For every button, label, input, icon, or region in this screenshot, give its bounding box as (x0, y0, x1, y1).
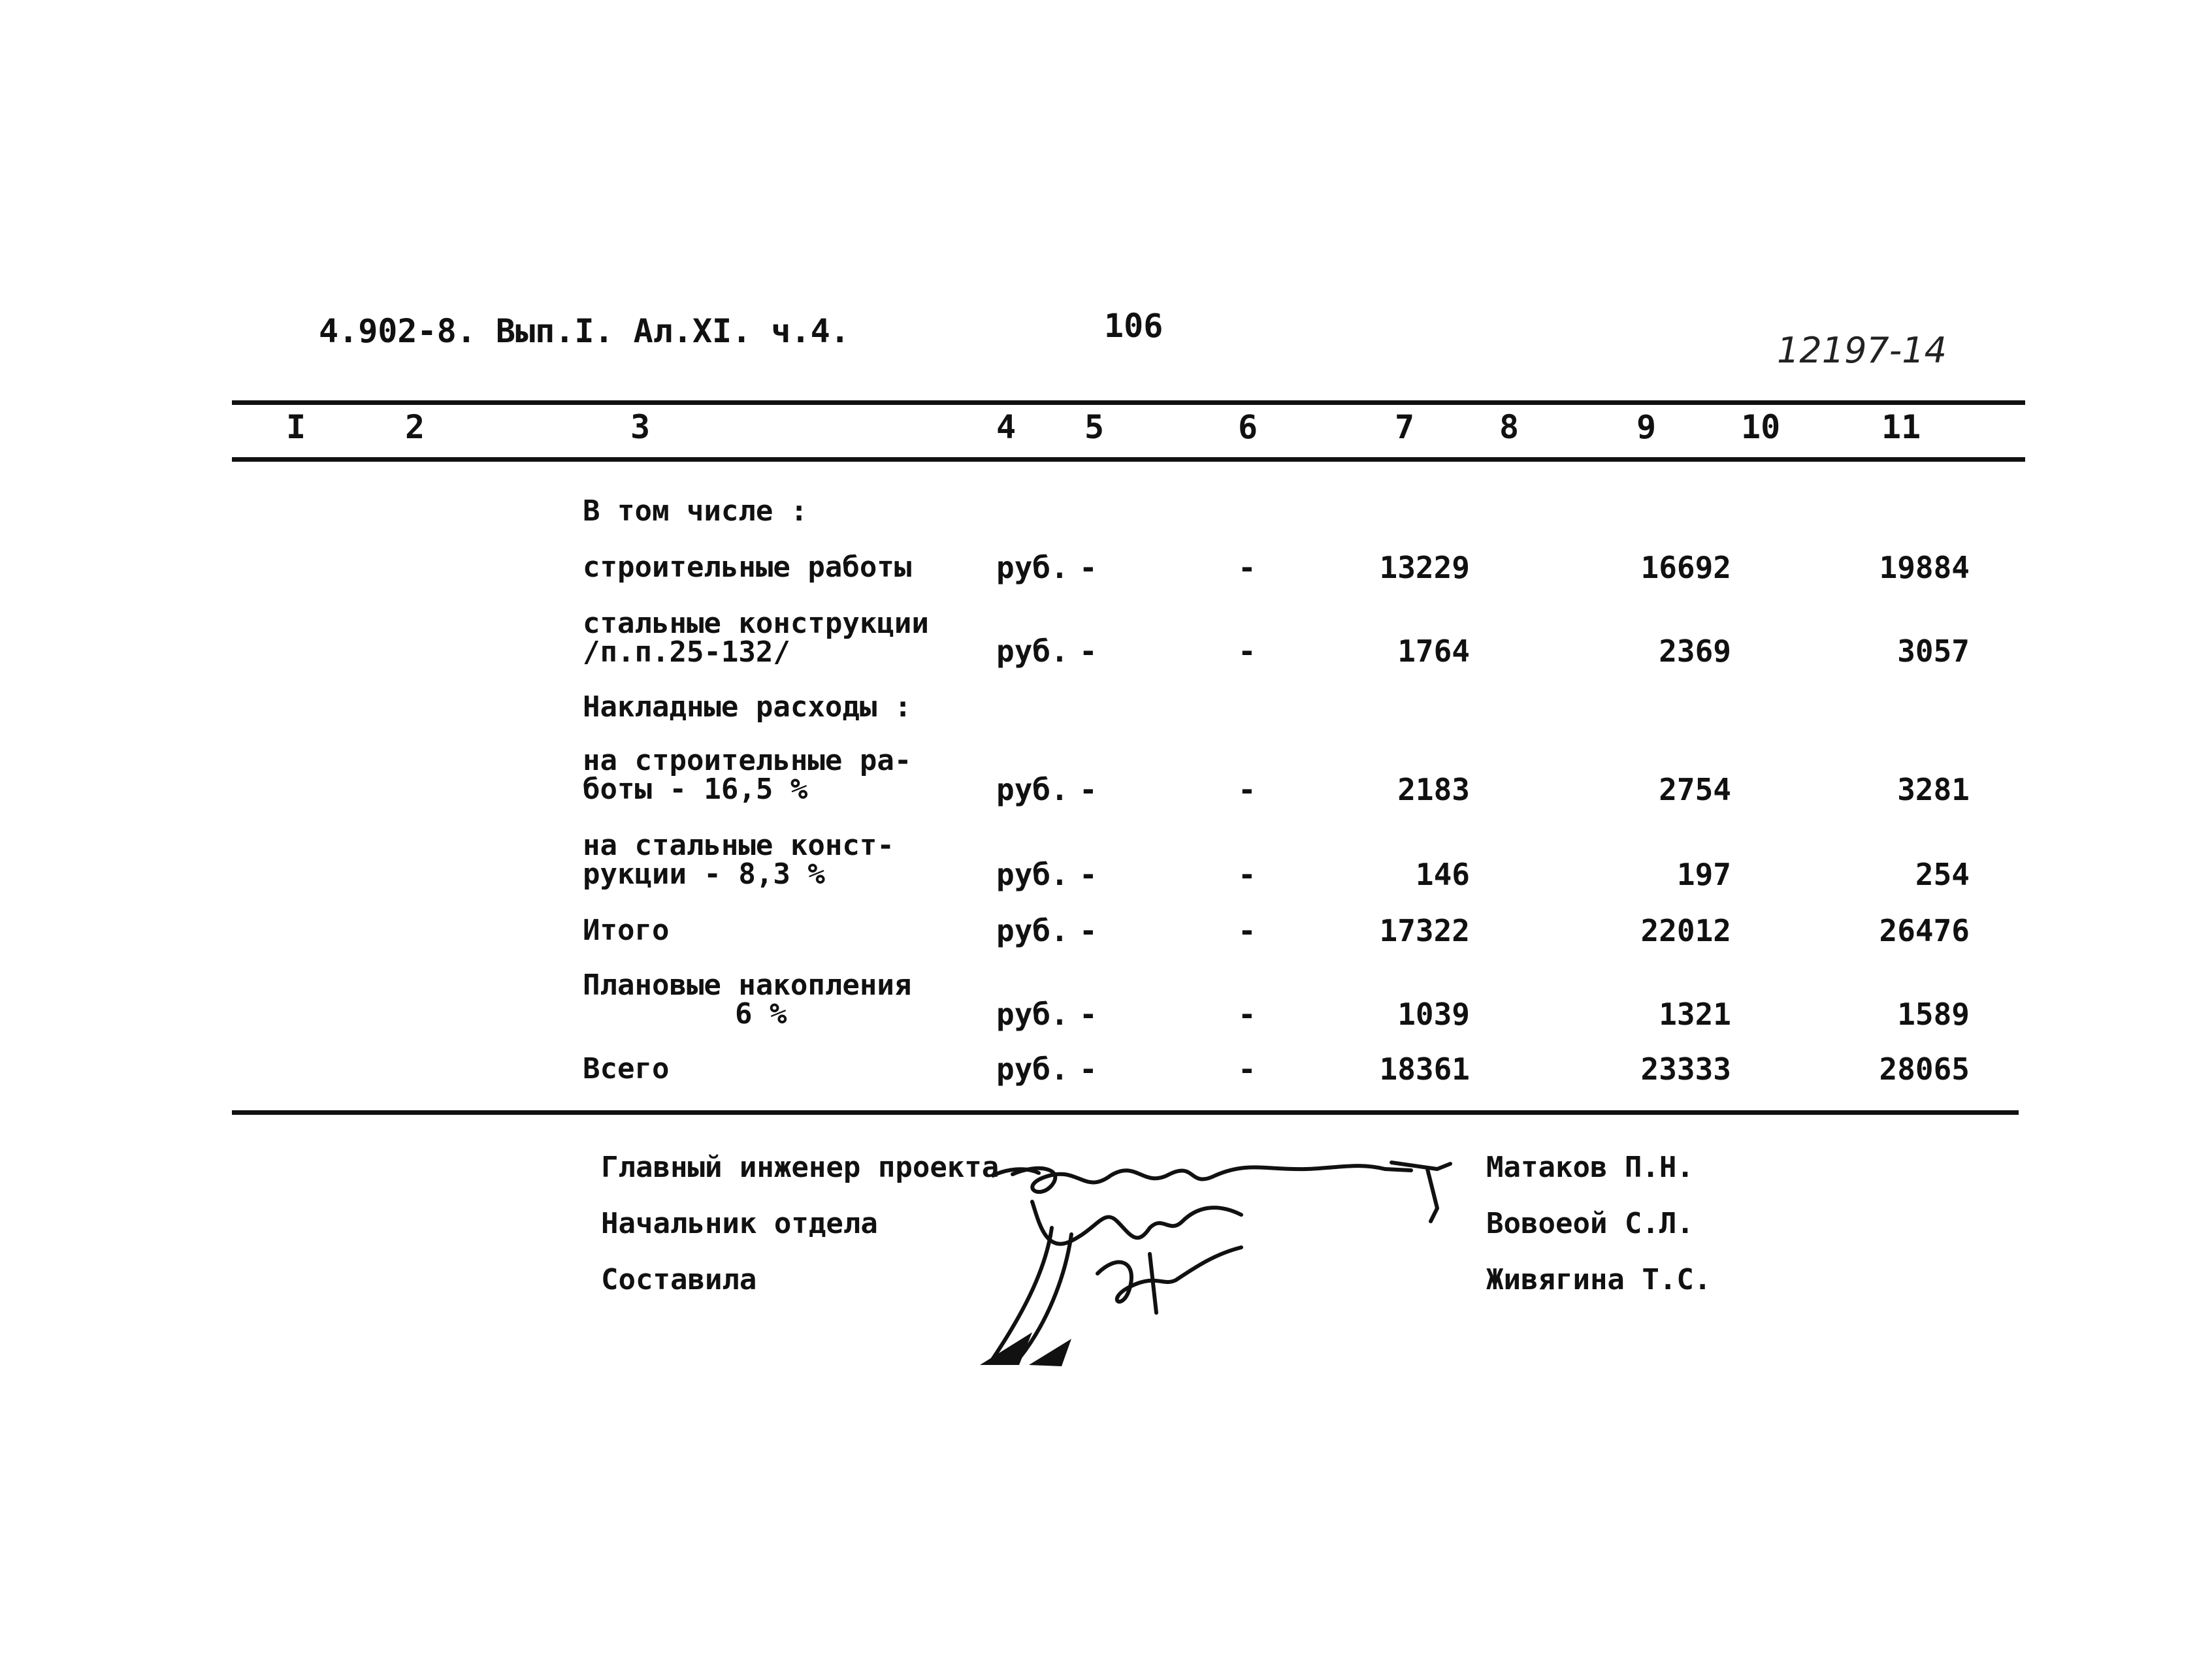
row-col11-value: 19884 (1879, 550, 1970, 585)
row-col6: - (1238, 997, 1256, 1032)
row-label-line2: боты - 16,5 % (583, 773, 808, 806)
row-col7-value: 13229 (1379, 550, 1470, 585)
row-unit: руб. (996, 550, 1069, 585)
col-num-1: I (286, 408, 306, 446)
row-col9-value: 1321 (1659, 997, 1731, 1032)
col-num-2: 2 (405, 408, 425, 446)
row-label: строительные работы (583, 551, 912, 584)
row-col5: - (1079, 913, 1098, 948)
row-col5: - (1079, 1051, 1098, 1087)
row-col6: - (1238, 913, 1256, 948)
row-col7-value: 18361 (1379, 1051, 1470, 1087)
row-label: В том числе : (583, 494, 808, 528)
row-col11-value: 254 (1915, 857, 1970, 892)
row-col5: - (1079, 634, 1098, 669)
row-col9-value: 2754 (1659, 772, 1731, 807)
row-col5: - (1079, 997, 1098, 1032)
row-label: Плановые накопления (583, 969, 912, 1002)
row-col9-value: 16692 (1640, 550, 1731, 585)
row-label-line2: 6 % (735, 997, 787, 1031)
handwritten-signatures (941, 1123, 1476, 1385)
row-label: стальные конструкции (583, 607, 929, 640)
signature-role: Начальник отдела (601, 1207, 878, 1240)
col-num-8: 8 (1499, 408, 1520, 446)
row-col6: - (1238, 550, 1256, 585)
col-num-4: 4 (996, 408, 1017, 446)
row-label: Накладные расходы : (583, 690, 912, 724)
col-num-11: 11 (1881, 408, 1921, 446)
row-col9-value: 197 (1676, 857, 1731, 892)
col-num-7: 7 (1395, 408, 1415, 446)
signature-name: Живягина Т.С. (1486, 1263, 1712, 1296)
row-col11-value: 28065 (1879, 1051, 1970, 1087)
signature-name: Матаков П.Н. (1486, 1151, 1694, 1184)
table-header-rule (232, 457, 2025, 462)
row-label: на строительные ра- (583, 744, 912, 777)
row-col6: - (1238, 772, 1256, 807)
row-col5: - (1079, 550, 1098, 585)
row-unit: руб. (996, 772, 1069, 807)
row-label: Итого (583, 914, 670, 947)
row-col5: - (1079, 772, 1098, 807)
row-col6: - (1238, 1051, 1256, 1087)
signature-name: Вовоеой С.Л. (1486, 1207, 1694, 1240)
document-code: 4.902-8. Вып.I. Ал.XI. ч.4. (319, 312, 850, 350)
row-col7-value: 2183 (1397, 772, 1470, 807)
col-num-6: 6 (1238, 408, 1258, 446)
row-col7-value: 17322 (1379, 913, 1470, 948)
row-col9-value: 22012 (1640, 913, 1731, 948)
row-label-line2: рукции - 8,3 % (583, 858, 825, 891)
row-col11-value: 1589 (1897, 997, 1970, 1032)
row-unit: руб. (996, 634, 1069, 669)
row-unit: руб. (996, 1051, 1069, 1087)
row-col11-value: 3281 (1897, 772, 1970, 807)
archive-number: 12197-14 (1777, 330, 1947, 371)
row-col9-value: 2369 (1659, 634, 1731, 669)
col-num-5: 5 (1084, 408, 1105, 446)
table-bottom-rule (232, 1110, 2019, 1115)
row-col7-value: 146 (1415, 857, 1470, 892)
col-num-10: 10 (1741, 408, 1781, 446)
table-top-rule (232, 400, 2025, 405)
row-col7-value: 1039 (1397, 997, 1470, 1032)
row-unit: руб. (996, 997, 1069, 1032)
signature-role: Составила (601, 1263, 757, 1296)
row-label: Всего (583, 1052, 670, 1085)
row-unit: руб. (996, 857, 1069, 892)
row-col7-value: 1764 (1397, 634, 1470, 669)
col-num-3: 3 (630, 408, 651, 446)
row-col9-value: 23333 (1640, 1051, 1731, 1087)
page-number: 106 (1104, 307, 1163, 345)
row-col11-value: 3057 (1897, 634, 1970, 669)
row-label: на стальные конст- (583, 829, 894, 862)
signature-role: Главный инженер проекта (601, 1151, 1000, 1184)
row-col6: - (1238, 857, 1256, 892)
col-num-9: 9 (1636, 408, 1657, 446)
row-col11-value: 26476 (1879, 913, 1970, 948)
row-col5: - (1079, 857, 1098, 892)
row-unit: руб. (996, 913, 1069, 948)
row-label-line2: /п.п.25-132/ (583, 635, 790, 669)
row-col6: - (1238, 634, 1256, 669)
